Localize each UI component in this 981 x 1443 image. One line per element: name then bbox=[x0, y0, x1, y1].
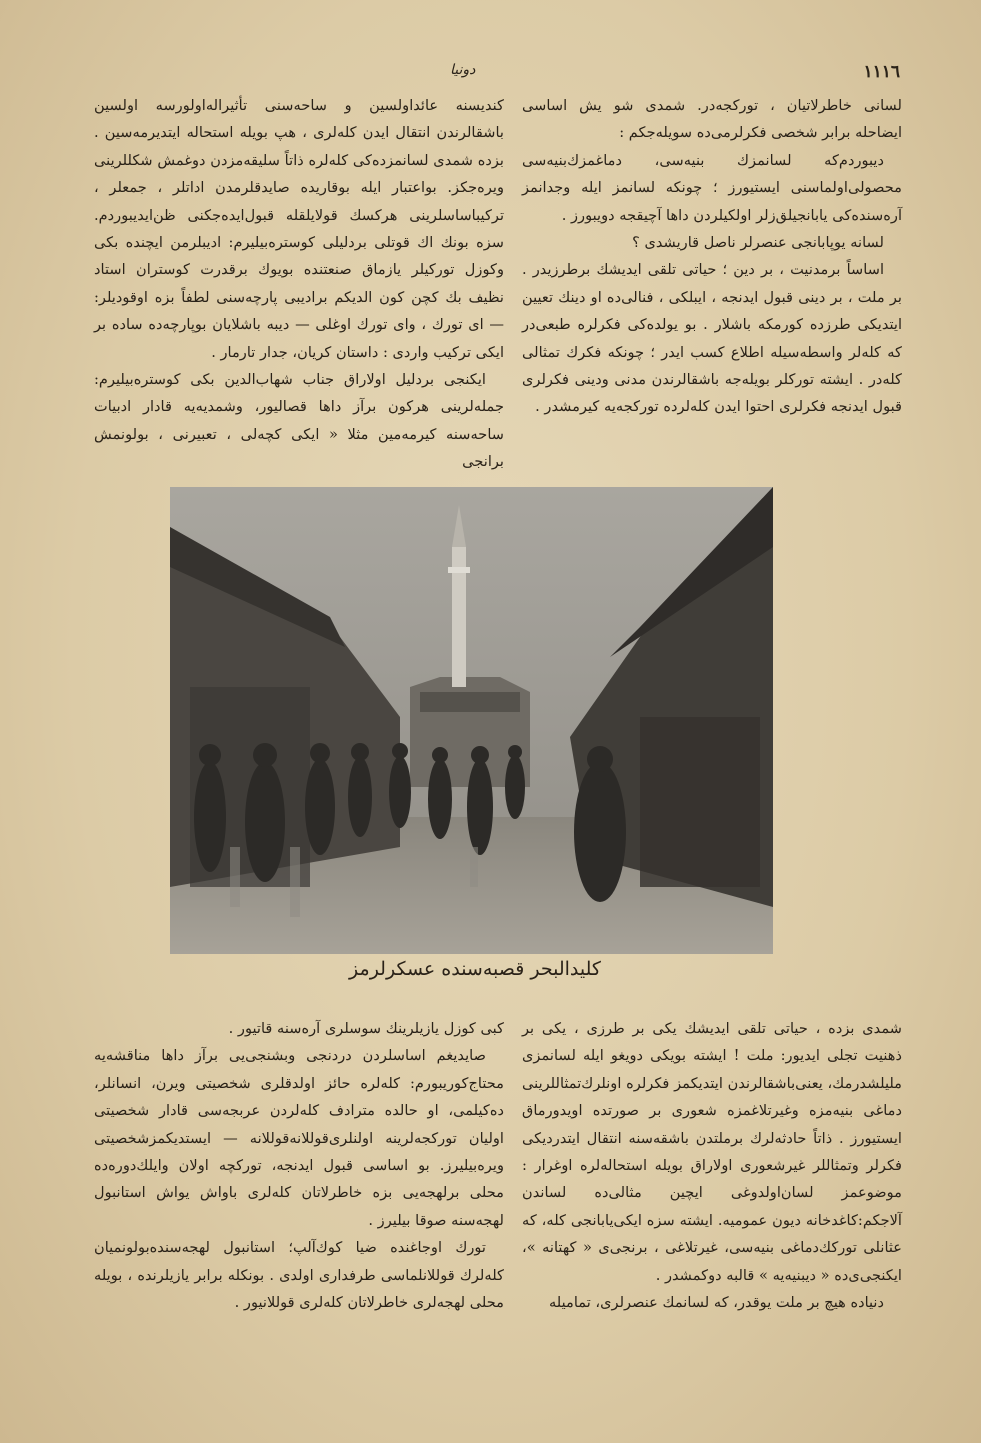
street-photograph bbox=[170, 487, 773, 954]
paragraph: دنياده هيچ بر ملت يوقدر، كه لسانمك عنصرلرى، تماميله bbox=[548, 1294, 884, 1312]
photo-caption: كليدالبحر قصبه‌سنده عسكرلرمز bbox=[349, 958, 601, 980]
paragraph: كبى كوزل يازيلرينك سوسلرى آره‌سنه قاتيور . bbox=[228, 1020, 504, 1037]
bottom-right-column bbox=[522, 1015, 902, 1400]
paragraph: اساساً برمدنيت ، بر دين ؛ حياتى تلقى ايديشك برطرزيدر . بر ملت ، بر دينى قبول ايدنجه ، ايبلكى ، فنالى‌ده او دينك تعيين ايتديكى طرزده كورمكه باشلار . بو يولده‌كى فكرلره طبعى‌در كه كله‌لر واسطه‌سيله اطلاع كسب ايدر ؛ چونكه فكرك تمثالى كله‌در . ايشته توركلر بويله‌جه باشقالرندن مدنى ودينى فكرلرى قبول ايدنجه فكرلرى احتوا ايدن كله‌لرده توركجه‌يه كيرمشدر . bbox=[522, 261, 902, 416]
paragraph: لسانى خاطرلاتيان ، توركجه‌در. شمدى شو يش اساسى ايضاحله برابر شخصى فكرلرمى‌ده سويله‌جكم : bbox=[522, 97, 902, 142]
paragraph: صايديغم اساسلردن دردنجى وبشنجى‌يى برآز داها مناقشه‌يه محتاج‌كوريبورم: كله‌لره حائز اولدقلرى شخصيتى ويرن، انسانلر، ده‌كيلمى، او حالده مترادف كله‌لردن عربجه‌سى قادار شخصيتى اوليان توركجه‌لرينه اولنلرى‌قوللانه‌قوللانه — ايستديكمز‌شخصيتى ويره‌بيليرز. بو اساسى قبول ايدنجه، توركچه اولان وايلك‌دوره‌ده محلى برلهجه‌يى بزه خاطرلاتان كله‌لرى باواش يواش استانبول لهجه‌سنه صوقا بيليرز . bbox=[94, 1047, 504, 1229]
paragraph: تورك اوجاغنده ضيا كوك‌آلپ؛ استانبول لهجه‌سنده‌بولونميان كله‌لرك قوللانلماسى طرفدارى اولدى . بونكله برابر يازيلرنده ، بويله محلى لهجه‌لرى خاطرلاتان كله‌لرى قوللانيور . bbox=[94, 1239, 504, 1312]
paragraph: شمدى بزده ، حياتى تلقى ايديشك يكى بر طرزى ، يكى بر ذهنيت تجلى ايديور: ملت ! ايشته بويكى دويغو ايله لسانمزى مليلشدرمك، يعنى‌باشقالرندن ايتديكمز فكرلره اونلرك‌تمثاللرينى دماغى بنيه‌مزه وغيرتلاغمزه شعورى بر صورتده اويدورماق ايستيورز . ذاتاً حادثه‌لرك برملتدن باشقه‌سنه انتقال ايتدرديكى فكرلر وتمثاللر غيرشعورى اولاراق بويله استحاله‌لره اوغرار : موضوعمز لسان‌اولدوغى ايچين مثالى‌ده لساندن آلاجكم:كاغدخانه ديون عموميه. ايشته سزه ايكى‌يابانجى كله، كه عثانلى توركك‌دماغى بنيه‌سى، غيرتلاغى ، برنجى‌ى « كهتانه »، ايكنجى‌ى‌ده « ديبنيه‌يه » قالبه دوكمشدر . bbox=[522, 1020, 902, 1284]
paragraph: كنديسنه عائداولسين و ساحه‌سنى تأثيراله‌اولورسه اولسين باشقالرندن انتقال ايدن كله‌لرى ، هپ بويله استحاله ايتديرمه‌سين . بزده شمدى لسانمزده‌كى كله‌لره ذاتاً سليقه‌مزدن دوغمش شكللرينى ويره‌جكز. بواعتبار ايله بوقاريده صايدقلرمدن اداتلر ، جمعلر ، تركيباساسلرينى هركسك قولايلقله قبول‌ايده‌جكنى ظن‌ايديبوردم. سزه بونك اك قوتلى بردليلى كوستره‌بيليرم: اديبلرمن ايچنده بكى وكوزل توركيلر يازماق صنعتنده بويوك برقدرت كوستران استاد نظيف بك كچن كون الديكم براديبى پارچه‌سنى لطفاً بزه اوقوديلر: — اى تورك ، واى تورك اوغلى — ديبه باشلايان بوپارچه‌ده ساده بر ايكى تركيب واردى : داستان كريان، جدار تارمار . bbox=[94, 97, 504, 361]
page-number: ١١١٦ bbox=[863, 62, 900, 82]
street-scene-image bbox=[170, 487, 773, 954]
bottom-left-column bbox=[94, 1015, 504, 1400]
top-left-column bbox=[94, 92, 504, 477]
running-title: دونيا bbox=[450, 62, 476, 78]
page-header bbox=[80, 62, 900, 86]
top-right-column bbox=[522, 92, 902, 477]
paragraph: ديبوردم‌كه لسانمزك بنيه‌سى، دماغمزك‌بنيه‌سى محصولى‌اولماسنى ايستيورز ؛ چونكه لسانمز ايله وجدانمز آره‌سنده‌كى يابانجيلق‌زلر اولكيلردن داها آچيقجه دويبورز . bbox=[522, 151, 902, 224]
paragraph: ايكنجى بردليل اولاراق جناب شهاب‌الدين بكى كوستره‌بيليرم: جمله‌لرينى هركون برآز داها قصاليور، وشمديه‌يه قادار ادبيات ساحه‌سنه كيرمه‌مين مثلا « ايكى كچه‌لى ، تعبيرنى ، بولونمش برانجى bbox=[94, 371, 504, 471]
paragraph: لسانه يوپابانجى عنصرلر ناصل قاريشدى ؟ bbox=[632, 234, 884, 252]
